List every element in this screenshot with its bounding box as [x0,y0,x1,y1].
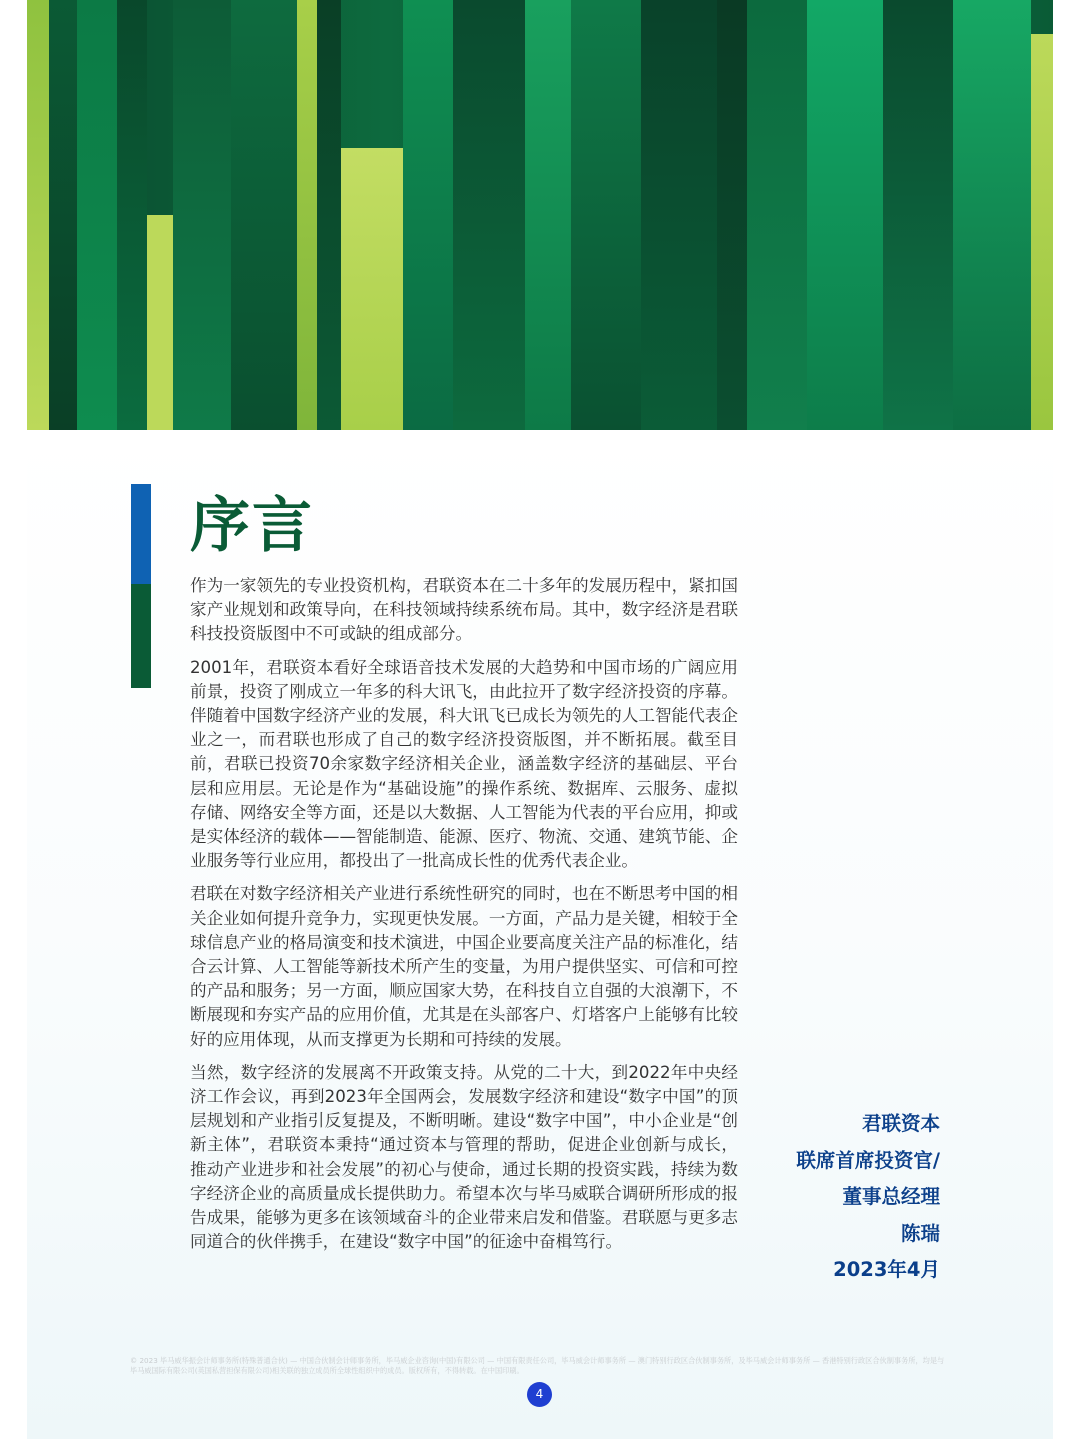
banner-stripe [173,0,231,430]
banner-stripe [27,0,49,430]
title-accent-bar-blue [131,484,151,584]
banner-stripe [883,0,953,430]
page-number: 4 [527,1382,552,1407]
copyright-note: © 2023 毕马威华振会计师事务所(特殊普通合伙) — 中国合伙制会计师事务所，毕马威企业咨询(中国)有限公司 — 中国有限责任公司，毕马威会计师事务所 — 澳门特别行政区合伙制事务所，及毕马威会计师事务所 — 香港特别行政区合伙制事务所，均是与毕马威国际有限公司(英国私营担保有限公司)相关联的独立成员所全球性组织中的成员。版权所有，不得转载。在中国印刷。 [130,1356,945,1375]
banner-stripe [147,215,173,430]
banner-stripe [717,0,747,430]
signature-title-line2: 董事总经理 [842,1185,940,1208]
banner-stripe [453,0,525,430]
signature-organization: 君联资本 [861,1112,940,1135]
banner-stripe [953,0,1031,430]
banner-stripe [571,0,641,430]
signature-title-line1: 联席首席投资官/ [796,1148,940,1172]
signature-block [760,1106,940,1289]
preface-body [190,574,738,1263]
banner-stripe [403,0,453,430]
signature-date: 2023年4月 [833,1258,940,1281]
title-accent-bar-green [131,584,151,688]
banner-stripe [49,0,77,430]
signature-name: 陈瑞 [900,1221,940,1245]
paragraph: 2001年，君联资本看好全球语音技术发展的大趋势和中国市场的广阔应用前景，投资了刚成立一年多的科大讯飞，由此拉开了数字经济投资的序幕。伴随着中国数字经济产业的发展，科大讯飞已成长为领先的人工智能代表企业之一，而君联也形成了自己的数字经济投资版图，并不断拓展。截至目前，君联已投资70余家数字经济相关企业，涵盖数字经济的基础层、平台层和应用层。无论是作为“基础设施”的操作系统、数据库、云服务、虚拟存储、网络安全等方面，还是以大数据、人工智能为代表的平台应用，抑或是实体经济的载体——智能制造、能源、医疗、物流、交通、建筑节能、企业服务等行业应用，都投出了一批高成长性的优秀代表企业。 [190,657,738,871]
banner-stripe [641,0,717,430]
paragraph: 当然，数字经济的发展离不开政策支持。从党的二十大，到2022年中央经济工作会议，再到2023年全国两会，发展数字经济和建设“数字中国”的顶层规划和产业指引反复提及，不断明晰。建设“数字中国”，中小企业是“创新主体”，君联资本秉持“通过资本与管理的帮助，促进企业创新与成长，推动产业进步和社会发展”的初心与使命，通过长期的投资实践，持续为数字经济企业的高质量成长提供助力。希望本次与毕马威联合调研所形成的报告成果，能够为更多在该领域奋斗的企业带来启发和借鉴。君联愿与更多志同道合的伙伴携手，在建设“数字中国”的征途中奋楫笃行。 [190,1062,738,1252]
banner-stripe [117,0,147,430]
banner-stripe [747,0,807,430]
page-title: 序言 [190,491,314,561]
banner-stripe [341,148,403,430]
banner-stripe [297,0,317,430]
header-banner [27,0,1053,430]
paragraph: 君联在对数字经济相关产业进行系统性研究的同时，也在不断思考中国的相关企业如何提升竞争力，实现更快发展。一方面，产品力是关键，相较于全球信息产业的格局演变和技术演进，中国企业要高度关注产品的标准化，结合云计算、人工智能等新技术所产生的变量，为用户提供坚实、可信和可控的产品和服务；另一方面，顺应国家大势，在科技自立自强的大浪潮下，不断展现和夯实产品的应用价值，尤其是在头部客户、灯塔客户上能够有比较好的应用体现，从而支撑更为长期和可持续的发展。 [190,884,738,1049]
banner-stripe [317,0,341,430]
banner-stripe [525,0,571,430]
paragraph: 作为一家领先的专业投资机构，君联资本在二十多年的发展历程中，紧扣国家产业规划和政策导向，在科技领域持续系统布局。其中，数字经济是君联科技投资版图中不可或缺的组成部分。 [190,576,738,644]
banner-stripe [231,0,297,430]
banner-stripe [77,0,117,430]
banner-stripe [1031,34,1053,430]
banner-stripe [807,0,883,430]
